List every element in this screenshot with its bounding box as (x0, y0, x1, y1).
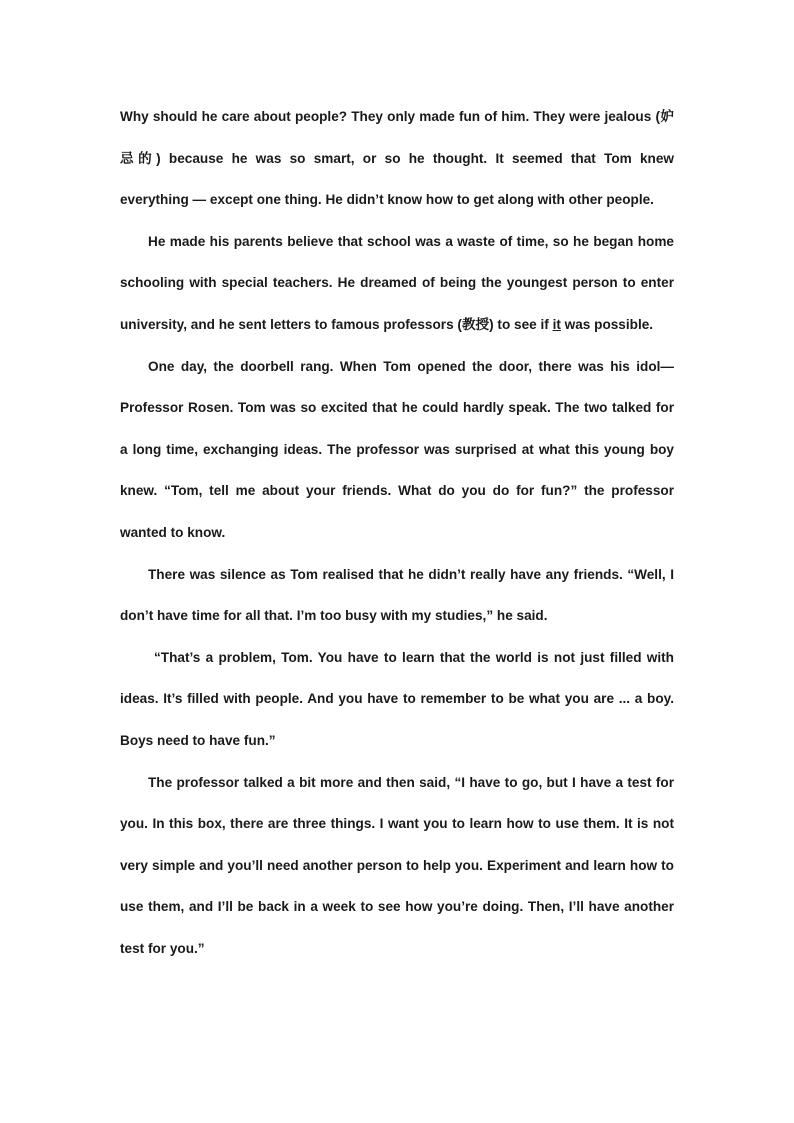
paragraph-2-text-after: was possible. (560, 316, 654, 332)
paragraph-3: One day, the doorbell rang. When Tom opened the door, there was his idol—Professor Rosen. Tom was so excited that he could hardly speak. The two talked for a long time, exchanging ideas. The professor was surprised at what this young boy knew. “Tom, tell me about your friends. What do you do for fun?” the professor wanted to know. (120, 358, 674, 540)
paragraph-2-text-before: He made his parents believe that school was a waste of time, so he began home schooling with special teachers. He dreamed of being the youngest person to enter university, and he sent letters to famous professors (教授) to see if (120, 233, 674, 332)
paragraph-2 (120, 221, 674, 346)
underlined-word-it: it (552, 316, 561, 332)
paragraph-6: The professor talked a bit more and then said, “I have to go, but I have a test for you. In this box, there are three things. I want you to learn how to use them. It is not very simple and you’ll need another person to help you. Experiment and learn how to use them, and I’ll be back in a week to see how you’re doing. Then, I’ll have another test for you.” (120, 774, 674, 956)
document-body (120, 96, 674, 969)
paragraph-5: “That’s a problem, Tom. You have to learn that the world is not just filled with ideas. It’s filled with people. And you have to remember to be what you are ... a boy. Boys need to have fun.” (120, 649, 674, 748)
paragraph-4: There was silence as Tom realised that he didn’t really have any friends. “Well, I don’t have time for all that. I’m too busy with my studies,” he said. (120, 566, 674, 624)
paragraph-1: Why should he care about people? They only made fun of him. They were jealous (妒忌的) because he was so smart, or so he thought. It seemed that Tom knew everything — except one thing. He didn’t know how to get along with other people. (120, 109, 674, 208)
